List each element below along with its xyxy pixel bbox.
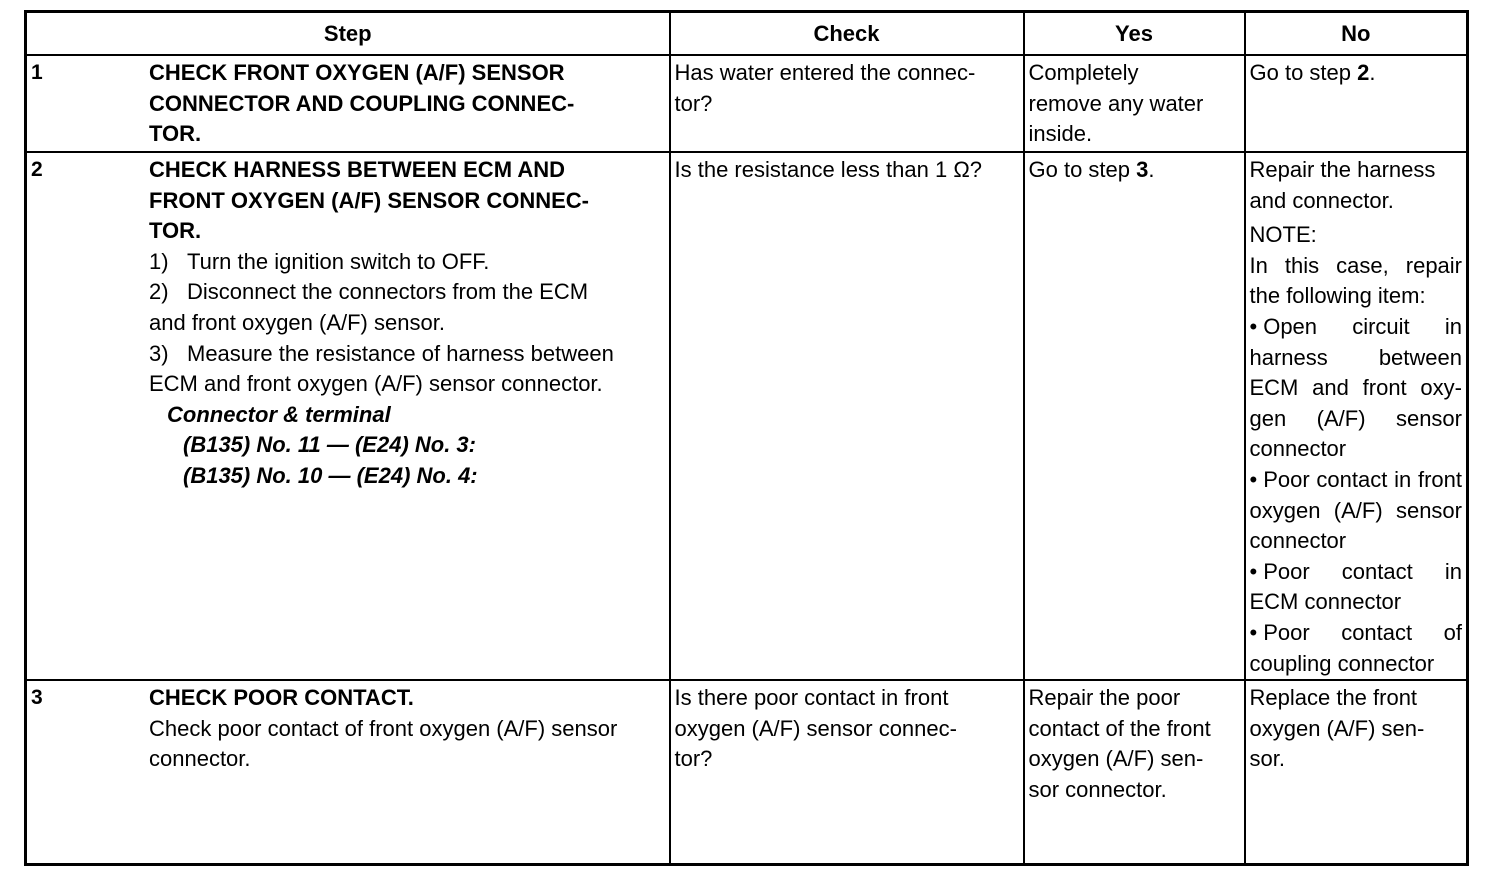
note-heading: NOTE:	[1249, 222, 1317, 248]
no-line: and connector.	[1249, 187, 1394, 213]
yes-line: remove any water	[1028, 90, 1204, 116]
step-title-line: CONNECTOR AND COUPLING CONNEC-	[149, 90, 575, 116]
step-title-line: CHECK FRONT OXYGEN (A/F) SENSOR	[149, 60, 565, 85]
goto-prefix: Go to step	[1028, 157, 1137, 182]
yes-line: Repair the poor	[1028, 685, 1181, 711]
check-cell	[670, 152, 1024, 680]
step-title-line: TOR.	[149, 218, 202, 244]
bullet-icon: •	[1249, 313, 1258, 339]
no-cell	[1245, 55, 1468, 152]
header-yes: Yes	[1024, 12, 1245, 56]
goto-suffix: .	[1148, 157, 1155, 182]
check-line: Is there poor contact in front	[674, 685, 949, 711]
header-no: No	[1245, 12, 1468, 56]
check-line: tor?	[674, 746, 713, 772]
no-line: oxygen (A/F) sen-	[1249, 715, 1425, 741]
note-intro: In this case, repair the following item:	[1249, 252, 1462, 309]
table-row	[26, 152, 1468, 680]
no-goto-step	[1246, 56, 1467, 89]
yes-line: sor connector.	[1028, 776, 1167, 802]
procedure-text: Disconnect the connectors from the ECM	[187, 279, 589, 305]
procedure-number: 2)	[149, 279, 169, 305]
step-number: 1	[31, 61, 43, 84]
check-cell	[670, 55, 1024, 152]
step-body-line: Check poor contact of front oxygen (A/F) sensor	[149, 715, 618, 741]
bullet-icon: •	[1249, 466, 1258, 492]
procedure-number: 3)	[149, 340, 169, 366]
header-check: Check	[670, 12, 1024, 56]
step-body-line: connector.	[149, 746, 251, 772]
bullet-icon: •	[1249, 619, 1258, 645]
step-number: 3	[31, 686, 43, 710]
yes-cell	[1024, 152, 1245, 680]
note-item-text: Poor contact in front oxygen (A/F) sensor connector	[1249, 466, 1462, 554]
goto-step-number: 3	[1136, 157, 1149, 182]
procedure-text: Measure the resistance of harness between	[187, 340, 614, 366]
procedure-item	[149, 277, 663, 308]
procedure-item	[149, 247, 663, 278]
header-row	[26, 12, 1468, 56]
no-line: sor.	[1249, 746, 1285, 772]
step-title-line: TOR.	[149, 121, 202, 147]
note-item-text: Open circuit in harness between ECM and front oxy-gen (A/F) sensor connector	[1249, 313, 1462, 462]
diagnostic-table	[24, 10, 1469, 866]
yes-line: contact of the front	[1028, 715, 1211, 741]
procedure-text: and front oxygen (A/F) sensor.	[149, 309, 445, 335]
step-cell	[26, 55, 670, 152]
check-line: Has water entered the connec-	[674, 60, 976, 85]
no-cell	[1245, 152, 1468, 680]
connector-terminal: (B135) No. 10 — (E24) No. 4:	[183, 462, 478, 488]
step-title-line: CHECK HARNESS BETWEEN ECM AND	[149, 157, 565, 182]
no-line: Replace the front	[1249, 685, 1418, 711]
note-item	[1250, 557, 1463, 618]
no-line: Repair the harness	[1249, 157, 1436, 182]
step-cell	[26, 152, 670, 680]
yes-cell	[1024, 55, 1245, 152]
step-cell	[26, 680, 670, 864]
check-line: oxygen (A/F) sensor connec-	[674, 715, 957, 741]
step-title	[149, 155, 663, 247]
check-cell	[670, 680, 1024, 864]
note-item	[1250, 465, 1463, 557]
note-item-text: Poor contact in ECM connector	[1249, 558, 1462, 615]
step-title	[149, 58, 663, 150]
step-number: 2	[31, 158, 43, 181]
step-title-line: FRONT OXYGEN (A/F) SENSOR CONNEC-	[149, 187, 590, 213]
procedure-text: ECM and front oxygen (A/F) sensor connector.	[149, 371, 603, 397]
procedure-text: Turn the ignition switch to OFF.	[187, 248, 490, 274]
note-item-text: Poor contact of coupling connector	[1249, 619, 1462, 676]
table-row	[26, 680, 1468, 864]
yes-cell	[1024, 680, 1245, 864]
yes-line: inside.	[1028, 121, 1093, 147]
check-line: Is the resistance less than 1 Ω?	[674, 157, 982, 182]
yes-line: oxygen (A/F) sen-	[1028, 746, 1204, 772]
yes-line: Completely	[1028, 60, 1139, 85]
check-line: tor?	[674, 90, 713, 116]
no-cell	[1245, 680, 1468, 864]
goto-suffix: .	[1369, 60, 1376, 85]
header-step: Step	[26, 12, 670, 56]
note-item	[1250, 312, 1463, 465]
yes-goto-step	[1025, 153, 1244, 186]
note-item	[1250, 618, 1463, 679]
procedure-number: 1)	[149, 248, 169, 274]
bullet-icon: •	[1249, 558, 1258, 584]
procedure-item	[149, 339, 663, 370]
goto-prefix: Go to step	[1249, 60, 1358, 85]
connector-terminal: (B135) No. 11 — (E24) No. 3:	[183, 432, 476, 458]
table-row	[26, 55, 1468, 152]
step-title: CHECK POOR CONTACT.	[149, 685, 414, 711]
goto-step-number: 2	[1357, 60, 1370, 85]
connector-heading: Connector & terminal	[167, 401, 391, 427]
